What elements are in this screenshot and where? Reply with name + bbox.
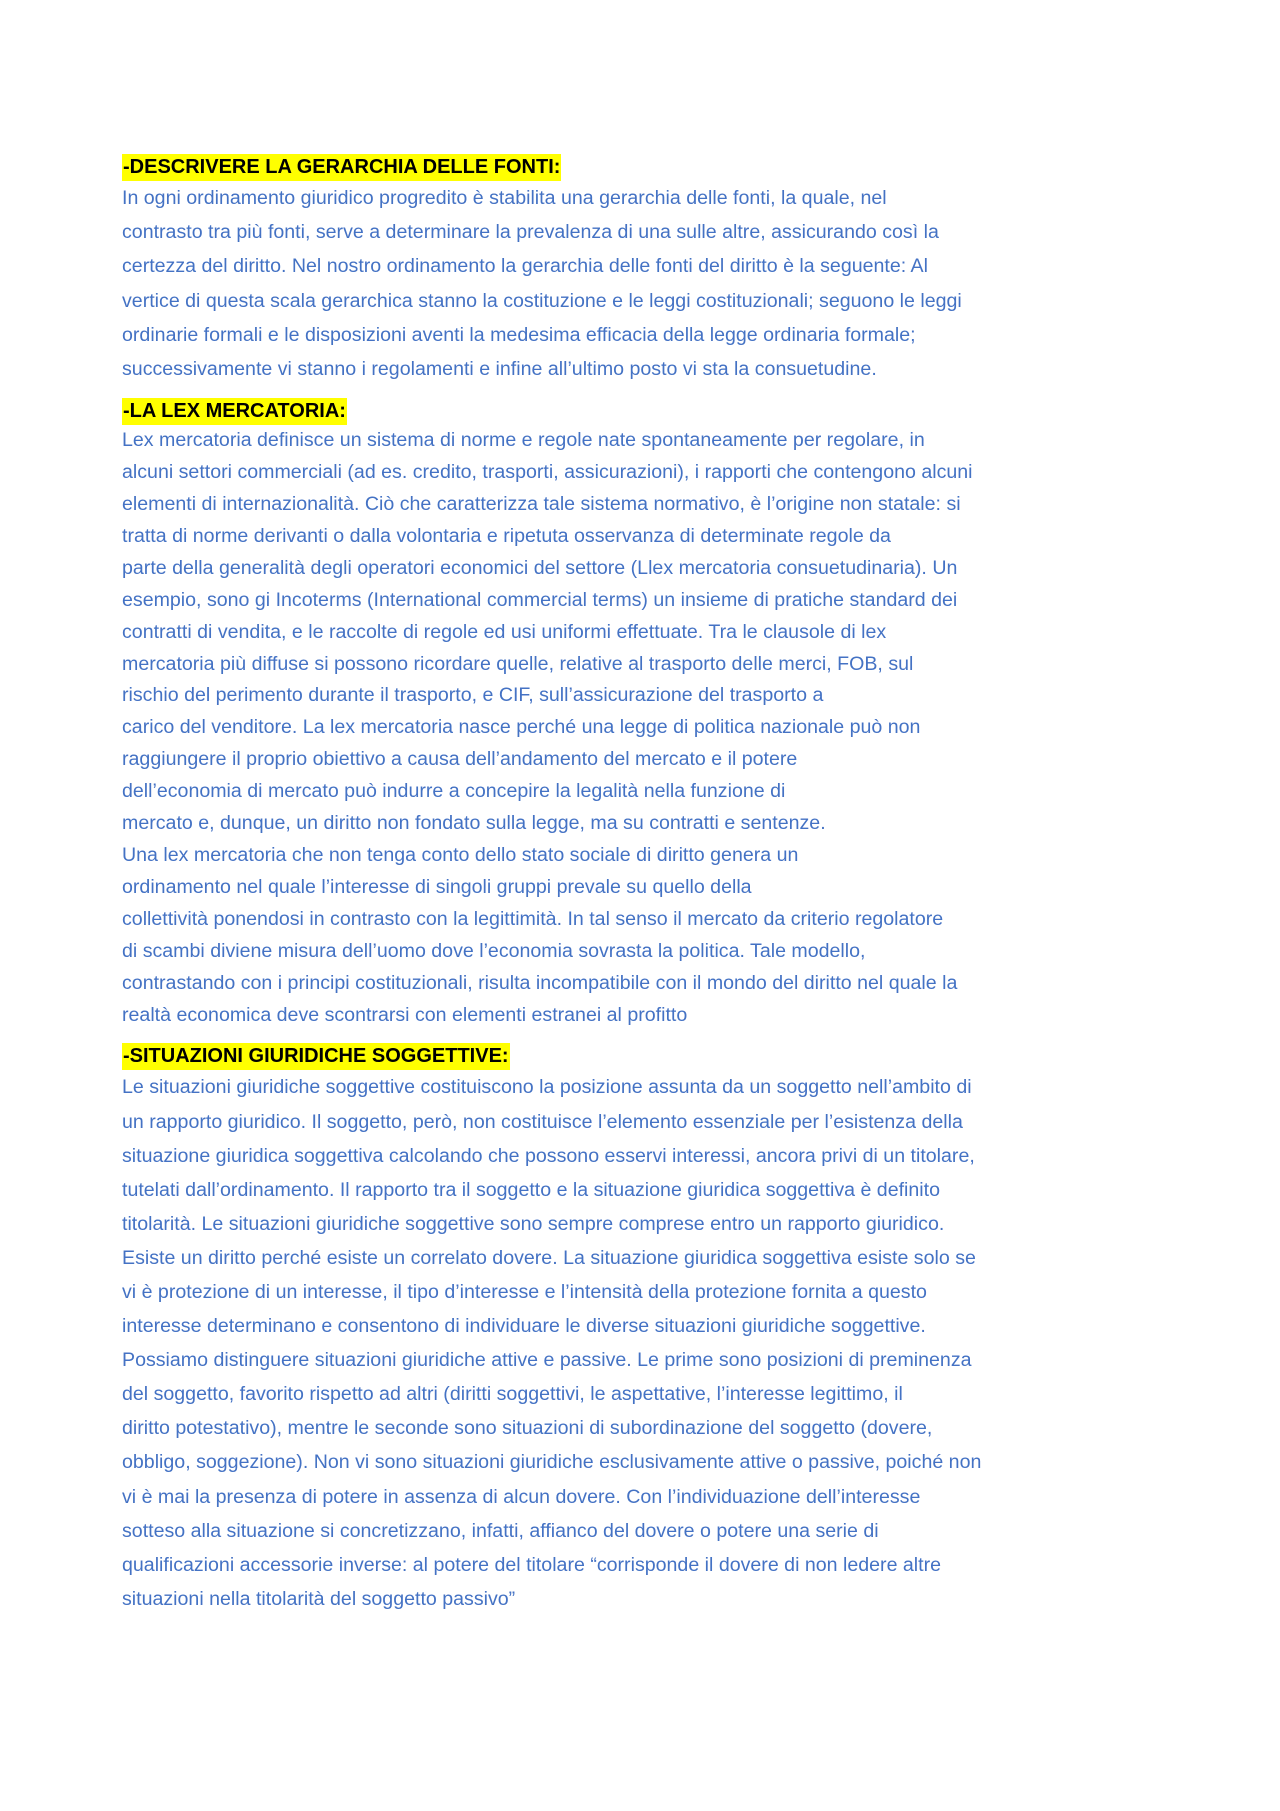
text-line: di scambi diviene misura dell’uomo dove l’economia sovrasta la politica. Tale modello, xyxy=(122,939,866,962)
text-line: realtà economica deve scontrarsi con elementi estranei al profitto xyxy=(122,1003,688,1026)
text-line: diritto potestativo), mentre le seconde sono situazioni di subordinazione del soggetto (dovere, xyxy=(122,1417,933,1440)
text-line: interesse determinano e consentono di individuare le diverse situazioni giuridiche soggettive. xyxy=(122,1315,926,1338)
text-line: ordinamento nel quale l’interesse di singoli gruppi prevale su quello della xyxy=(122,875,752,898)
text-line: raggiungere il proprio obiettivo a causa dell’andamento del mercato e il potere xyxy=(122,748,798,771)
text-line: contratti di vendita, e le raccolte di regole ed usi uniformi effettuate. Tra le clausole di lex xyxy=(122,620,887,643)
text-line: Possiamo distinguere situazioni giuridiche attive e passive. Le prime sono posizioni di preminenza xyxy=(122,1349,972,1372)
text-line: esempio, sono gi Incoterms (International commercial terms) un insieme di pratiche standard dei xyxy=(122,588,958,611)
section-body xyxy=(122,181,1167,386)
text-line: vi è mai la presenza di potere in assenza di alcun dovere. Con l’individuazione dell’interesse xyxy=(122,1485,921,1508)
text-line: qualificazioni accessorie inverse: al potere del titolare “corrisponde il dovere di non ledere altre xyxy=(122,1553,942,1576)
text-line: Lex mercatoria definisce un sistema di norme e regole nate spontaneamente per regolare, in xyxy=(122,429,925,452)
text-line: mercato e, dunque, un diritto non fondato sulla legge, ma su contratti e sentenze. xyxy=(122,812,826,835)
text-line: titolarità. Le situazioni giuridiche soggettive sono sempre comprese entro un rapporto giuridico. xyxy=(122,1212,945,1235)
document-page xyxy=(122,154,1167,1628)
text-line: sotteso alla situazione si concretizzano, infatti, affianco del dovere o potere una serie di xyxy=(122,1519,879,1542)
text-line: mercatoria più diffuse si possono ricordare quelle, relative al trasporto delle merci, FOB, sul xyxy=(122,652,914,675)
section-heading: -DESCRIVERE LA GERARCHIA DELLE FONTI: xyxy=(122,154,561,181)
text-line: elementi di internazionalità. Ciò che caratterizza tale sistema normativo, è l’origine non statale: si xyxy=(122,493,961,516)
text-line: parte della generalità degli operatori economici del settore (Llex mercatoria consuetudinaria). Un xyxy=(122,556,958,579)
text-line: del soggetto, favorito rispetto ad altri (diritti soggettivi, le aspettative, l’interesse legittimo, il xyxy=(122,1383,903,1406)
text-line: carico del venditore. La lex mercatoria nasce perché una legge di politica nazionale può non xyxy=(122,716,921,739)
text-line: successivamente vi stanno i regolamenti e infine all’ultimo posto vi sta la consuetudine. xyxy=(122,358,877,381)
section-heading: -LA LEX MERCATORIA: xyxy=(122,398,347,425)
text-line: In ogni ordinamento giuridico progredito è stabilita una gerarchia delle fonti, la quale, nel xyxy=(122,187,887,209)
text-line: contrasto tra più fonti, serve a determinare la prevalenza di una sulle altre, assicurando così la xyxy=(122,221,939,244)
section-gerarchia-fonti xyxy=(122,154,1167,386)
section-situazioni-giuridiche xyxy=(122,1043,1167,1616)
text-line: rischio del perimento durante il trasporto, e CIF, sull’assicurazione del trasporto a xyxy=(122,684,824,707)
text-line: obbligo, soggezione). Non vi sono situazioni giuridiche esclusivamente attive o passive, poiché non xyxy=(122,1451,982,1474)
text-line: tratta di norme derivanti o dalla volontaria e ripetuta osservanza di determinate regole da xyxy=(122,524,891,547)
text-line: vertice di questa scala gerarchica stanno la costituzione e le leggi costituzionali; seguono le leggi xyxy=(122,289,962,312)
text-line: Una lex mercatoria che non tenga conto dello stato sociale di diritto genera un xyxy=(122,844,799,866)
text-line: ordinarie formali e le disposizioni aventi la medesima efficacia della legge ordinaria formale; xyxy=(122,323,916,346)
text-line: alcuni settori commerciali (ad es. credito, trasporti, assicurazioni), i rapporti che contengono alcuni xyxy=(122,461,973,484)
text-line: vi è protezione di un interesse, il tipo d’interesse e l’intensità della protezione fornita a questo xyxy=(122,1281,927,1303)
text-line: un rapporto giuridico. Il soggetto, però, non costituisce l’elemento essenziale per l’esistenza della xyxy=(122,1110,963,1133)
section-heading: -SITUAZIONI GIURIDICHE SOGGETTIVE: xyxy=(122,1043,510,1070)
text-line: dell’economia di mercato può indurre a concepire la legalità nella funzione di xyxy=(122,780,786,803)
text-line: collettività ponendosi in contrasto con la legittimità. In tal senso il mercato da criterio regolatore xyxy=(122,907,944,930)
text-line: situazioni nella titolarità del soggetto passivo” xyxy=(122,1587,516,1610)
text-line: Esiste un diritto perché esiste un correlato dovere. La situazione giuridica soggettiva esiste solo se xyxy=(122,1246,976,1269)
section-body xyxy=(122,425,1167,1031)
text-line: situazione giuridica soggettiva calcolando che possono esservi interessi, ancora privi di un titolare, xyxy=(122,1144,975,1167)
section-lex-mercatoria xyxy=(122,398,1167,1031)
text-line: Le situazioni giuridiche soggettive costituiscono la posizione assunta da un soggetto nell’ambito di xyxy=(122,1076,972,1099)
text-line: certezza del diritto. Nel nostro ordinamento la gerarchia delle fonti del diritto è la seguente: Al xyxy=(122,255,928,278)
section-body xyxy=(122,1070,1167,1616)
text-line: tutelati dall’ordinamento. Il rapporto tra il soggetto e la situazione giuridica soggettiva è definito xyxy=(122,1178,940,1201)
text-line: contrastando con i principi costituzionali, risulta incompatibile con il mondo del diritto nel quale la xyxy=(122,971,958,994)
